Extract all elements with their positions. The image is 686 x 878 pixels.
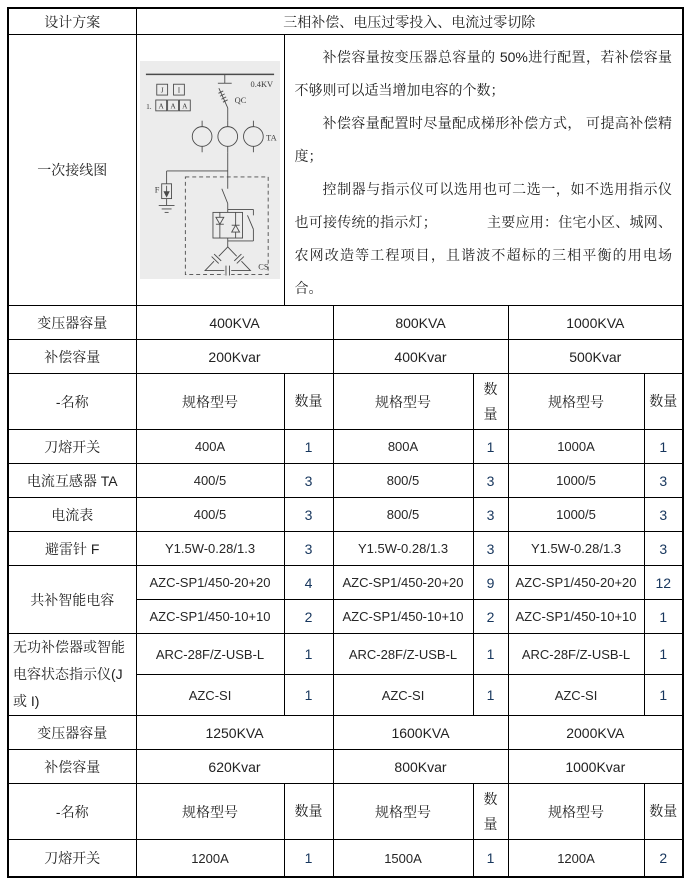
spec-cell: AZC-SI	[136, 675, 284, 716]
capacity-value: 2000KVA	[508, 716, 683, 750]
spec-cell: Y1.5W-0.28/1.3	[508, 532, 644, 566]
spec-cell: 1200A	[136, 840, 284, 878]
row-label: 补偿容量	[8, 340, 136, 374]
capacity-value: 1000Kvar	[508, 750, 683, 784]
qty-cell: 3	[644, 464, 683, 498]
header-spec: 规格型号	[508, 784, 644, 840]
spec-cell: ARC-28F/Z-USB-L	[333, 634, 473, 675]
note-paragraph-3: 控制器与指示仪可以选用也可二选一，如不选用指示仪也可接传统的指示灯； 主要应用：住宅小区、城网、农网改造等工程项目，且谐波不超标的三相平衡的用电场合。	[294, 181, 673, 296]
capacity-value: 500Kvar	[508, 340, 683, 374]
capacity-value: 1000KVA	[508, 306, 683, 340]
wiring-diagram-row	[8, 35, 683, 306]
qty-cell: 1	[284, 840, 333, 878]
table-row-indicator-a	[8, 634, 683, 675]
design-scheme-label: 设计方案	[8, 8, 136, 35]
ammeter-prefix-label: 1.	[146, 101, 152, 111]
relay-j-label: J	[160, 85, 164, 95]
header-qty: 数量	[473, 784, 508, 840]
design-scheme-row	[8, 8, 683, 35]
table-row-capacitor-a	[8, 566, 683, 600]
item-name: 电流表	[8, 498, 136, 532]
item-name: 共补智能电容	[8, 566, 136, 634]
spec-cell: AZC-SP1/450-20+20	[136, 566, 284, 600]
header-spec: 规格型号	[136, 784, 284, 840]
header-qty: 数量	[473, 374, 508, 430]
qty-cell: 9	[473, 566, 508, 600]
qty-cell: 1	[473, 840, 508, 878]
qty-cell: 2	[644, 840, 683, 878]
spec-cell: AZC-SI	[333, 675, 473, 716]
spec-cell: 1000/5	[508, 498, 644, 532]
spec-cell: 1500A	[333, 840, 473, 878]
ta-label: TA	[266, 133, 277, 143]
qty-cell: 4	[284, 566, 333, 600]
qty-cell: 1	[644, 634, 683, 675]
transformer-capacity-row	[8, 306, 683, 340]
note-paragraph-1: 补偿容量按变压器总容量的 50%进行配置，若补偿容量不够则可以适当增加电容的个数；	[294, 49, 673, 98]
row-label: 变压器容量	[8, 306, 136, 340]
spec-cell: 800A	[333, 430, 473, 464]
header-name: -名称	[8, 374, 136, 430]
capacity-value: 620Kvar	[136, 750, 333, 784]
qty-cell: 3	[644, 498, 683, 532]
spec-cell: AZC-SP1/450-10+10	[508, 600, 644, 634]
spec-cell: AZC-SI	[508, 675, 644, 716]
qty-cell: 1	[644, 675, 683, 716]
spec-cell: 1200A	[508, 840, 644, 878]
item-name: 无功补偿器或智能电容状态指示仪(J 或 I)	[8, 634, 136, 716]
table-row	[8, 464, 683, 498]
qc-label: QC	[234, 95, 247, 105]
spec-cell: AZC-SP1/450-20+20	[508, 566, 644, 600]
wiring-diagram-cell	[136, 35, 284, 306]
header-spec: 规格型号	[333, 374, 473, 430]
qty-cell: 12	[644, 566, 683, 600]
ammeter-a3-label: A	[182, 101, 188, 111]
compensation-capacity-row	[8, 340, 683, 374]
row-label: 补偿容量	[8, 750, 136, 784]
header-spec: 规格型号	[333, 784, 473, 840]
spec-cell: Y1.5W-0.28/1.3	[136, 532, 284, 566]
cs-label: CS	[258, 262, 269, 272]
spec-cell: 800/5	[333, 498, 473, 532]
ammeter-a1-label: A	[158, 101, 164, 111]
header-qty: 数量	[284, 374, 333, 430]
header-qty: 数量	[644, 374, 683, 430]
wiring-diagram-label: 一次接线图	[8, 35, 136, 306]
capacity-value: 1600KVA	[333, 716, 508, 750]
qty-cell: 3	[284, 464, 333, 498]
item-name: 电流互感器 TA	[8, 464, 136, 498]
qty-cell: 2	[284, 600, 333, 634]
compensation-capacity-row-2	[8, 750, 683, 784]
qty-cell: 1	[284, 634, 333, 675]
header-spec: 规格型号	[136, 374, 284, 430]
column-header-row-2	[8, 784, 683, 840]
header-spec: 规格型号	[508, 374, 644, 430]
header-qty: 数量	[284, 784, 333, 840]
transformer-capacity-row-2	[8, 716, 683, 750]
capacity-value: 800Kvar	[333, 750, 508, 784]
qty-cell: 1	[644, 430, 683, 464]
capacitor-module-outline	[185, 177, 268, 275]
spec-cell: AZC-SP1/450-10+10	[136, 600, 284, 634]
qty-cell: 1	[473, 675, 508, 716]
table-row	[8, 840, 683, 878]
capacitor-bank-icon	[205, 247, 250, 276]
table-row	[8, 532, 683, 566]
spec-cell: 800/5	[333, 464, 473, 498]
qty-cell: 1	[644, 600, 683, 634]
current-transformer-icons	[192, 121, 263, 153]
header-qty: 数量	[644, 784, 683, 840]
indicator-i-label: I	[177, 85, 181, 95]
qty-cell: 1	[473, 634, 508, 675]
spec-cell: Y1.5W-0.28/1.3	[333, 532, 473, 566]
spec-cell: AZC-SP1/450-10+10	[333, 600, 473, 634]
table-row	[8, 430, 683, 464]
note-paragraph-2: 补偿容量配置时尽量配成梯形补偿方式， 可提高补偿精度；	[294, 115, 673, 164]
single-line-diagram	[140, 61, 280, 279]
item-name: 避雷针 F	[8, 532, 136, 566]
qty-cell: 1	[473, 430, 508, 464]
ammeter-a2-label: A	[170, 101, 176, 111]
voltage-label: 0.4KV	[250, 80, 274, 90]
item-name: 刀熔开关	[8, 840, 136, 878]
f-label: F	[154, 185, 160, 195]
spec-cell: 400A	[136, 430, 284, 464]
spec-cell: ARC-28F/Z-USB-L	[508, 634, 644, 675]
specification-table	[7, 7, 684, 878]
configuration-notes	[284, 35, 683, 306]
table-row	[8, 498, 683, 532]
design-scheme-value: 三相补偿、电压过零投入、电流过零切除	[136, 8, 683, 35]
spec-cell: 1000A	[508, 430, 644, 464]
qty-cell: 3	[473, 464, 508, 498]
capacity-value: 400Kvar	[333, 340, 508, 374]
spec-cell: ARC-28F/Z-USB-L	[136, 634, 284, 675]
capacity-value: 800KVA	[333, 306, 508, 340]
qty-cell: 3	[473, 498, 508, 532]
row-label: 变压器容量	[8, 716, 136, 750]
spec-cell: 1000/5	[508, 464, 644, 498]
qty-cell: 3	[644, 532, 683, 566]
header-name: -名称	[8, 784, 136, 840]
qty-cell: 3	[284, 498, 333, 532]
thyristor-switch-icon	[213, 209, 253, 246]
qty-cell: 2	[473, 600, 508, 634]
capacity-value: 1250KVA	[136, 716, 333, 750]
item-name: 刀熔开关	[8, 430, 136, 464]
qty-cell: 3	[473, 532, 508, 566]
column-header-row	[8, 374, 683, 430]
spec-cell: 400/5	[136, 498, 284, 532]
qty-cell: 1	[284, 675, 333, 716]
qc-switch-icon	[218, 88, 227, 121]
single-line-diagram-svg	[140, 61, 280, 279]
spec-cell: 400/5	[136, 464, 284, 498]
capacity-value: 200Kvar	[136, 340, 333, 374]
qty-cell: 1	[284, 430, 333, 464]
capacity-value: 400KVA	[136, 306, 333, 340]
surge-arrester-icon	[159, 171, 175, 212]
qty-cell: 3	[284, 532, 333, 566]
spec-cell: AZC-SP1/450-20+20	[333, 566, 473, 600]
